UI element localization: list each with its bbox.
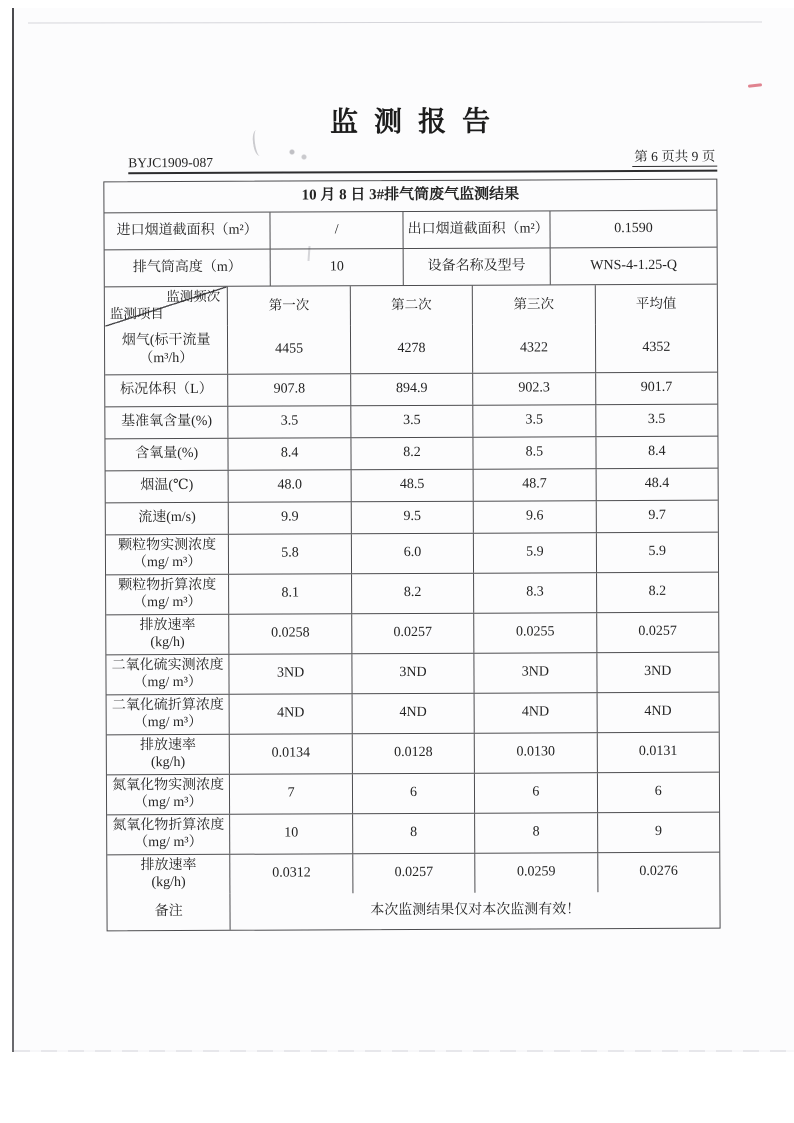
row-value: 9 xyxy=(597,812,720,852)
row-value: 5.8 xyxy=(228,534,351,574)
table-row xyxy=(107,771,719,814)
row-value: 8.5 xyxy=(473,437,596,469)
row-value: 901.7 xyxy=(595,372,718,404)
info-value: / xyxy=(270,212,403,249)
row-value: 8.3 xyxy=(473,573,596,613)
page-number: 第 6 页共 9 页 xyxy=(632,144,717,166)
table-row xyxy=(107,691,719,734)
scan-edge-bottom xyxy=(14,1050,794,1052)
row-value: 8.2 xyxy=(596,572,719,612)
info-value: 10 xyxy=(270,249,403,286)
scan-edge-left xyxy=(12,8,14,1052)
row-value: 4ND xyxy=(351,693,474,733)
page-title: 监测报告 xyxy=(329,106,507,139)
info-label: 进口烟道截面积（m²） xyxy=(116,222,258,239)
row-value: 48.7 xyxy=(473,469,596,501)
header-frequency-label: 监测频次 xyxy=(166,288,221,304)
remark-text: 本次监测结果仅对本次监测有效！ xyxy=(230,891,720,929)
row-value: 9.9 xyxy=(228,502,351,534)
data-rows-container xyxy=(105,323,719,894)
row-value: 6 xyxy=(597,772,720,812)
row-label: 二氧化硫实测浓度 （mg/ m³） xyxy=(111,657,224,691)
row-value: 6.0 xyxy=(351,533,474,573)
row-value: 0.0257 xyxy=(351,613,474,653)
column-header: 第三次 xyxy=(472,285,595,325)
info-value: 0.1590 xyxy=(549,210,716,247)
remark-row xyxy=(107,891,719,930)
row-value: 4352 xyxy=(595,323,718,372)
row-value: 4ND xyxy=(229,694,352,734)
info-value: WNS-4-1.25-Q xyxy=(550,247,717,284)
row-value: 8.1 xyxy=(228,574,351,614)
row-value: 4ND xyxy=(596,692,719,732)
column-header-row xyxy=(105,283,717,326)
report-number: BYJC1909-087 xyxy=(128,154,214,170)
row-value: 0.0255 xyxy=(473,613,596,653)
table-caption: 10 月 8 日 3#排气筒废气监测结果 xyxy=(301,186,520,204)
row-label: 含氧量(%) xyxy=(135,446,199,462)
table-row xyxy=(106,651,718,694)
document-body xyxy=(103,105,721,931)
row-value: 0.0257 xyxy=(596,612,719,652)
row-value: 4322 xyxy=(472,324,595,373)
row-value: 907.8 xyxy=(228,374,351,406)
row-value: 6 xyxy=(352,773,475,813)
row-value: 8 xyxy=(352,813,475,853)
row-label: 流速(m/s) xyxy=(138,510,196,526)
table-row xyxy=(106,571,718,614)
row-value: 4455 xyxy=(227,325,350,374)
row-label: 标况体积（L） xyxy=(120,382,213,398)
row-value: 8.4 xyxy=(228,438,351,470)
row-value: 894.9 xyxy=(350,373,473,405)
row-value: 8.2 xyxy=(350,437,473,469)
row-value: 9.6 xyxy=(473,501,596,533)
row-value: 48.4 xyxy=(595,468,718,500)
remark-label: 备注 xyxy=(154,903,183,919)
diagonal-header-cell xyxy=(105,286,228,326)
column-header: 第一次 xyxy=(227,286,350,326)
row-value: 6 xyxy=(474,773,597,813)
row-label: 颗粒物折算浓度 （mg/ m³） xyxy=(118,577,217,611)
row-label: 烟气(标干流量 （m³/h） xyxy=(121,332,211,366)
row-label: 排放速率 (kg/h) xyxy=(140,857,197,891)
table-row xyxy=(107,811,719,854)
row-label: 氮氧化物实测浓度 （mg/ m³） xyxy=(112,777,225,811)
row-value: 0.0257 xyxy=(352,853,475,893)
table-row xyxy=(105,435,717,470)
row-value: 10 xyxy=(229,814,352,854)
row-value: 4278 xyxy=(350,324,473,373)
column-header: 平均值 xyxy=(594,284,717,324)
table-caption-row xyxy=(104,179,716,212)
table-row xyxy=(107,731,719,774)
row-label: 基准氧含量(%) xyxy=(121,414,213,430)
row-value: 0.0128 xyxy=(352,733,475,773)
column-header: 第二次 xyxy=(350,285,473,325)
row-value: 3.5 xyxy=(472,405,595,437)
row-value: 48.5 xyxy=(350,469,473,501)
row-label: 排放速率 (kg/h) xyxy=(139,737,197,771)
row-value: 3.5 xyxy=(595,404,718,436)
row-value: 5.9 xyxy=(595,532,718,572)
row-value: 9.7 xyxy=(595,500,718,532)
row-value: 8.2 xyxy=(351,573,474,613)
row-label: 颗粒物实测浓度 （mg/ m³） xyxy=(118,537,217,571)
row-value: 0.0130 xyxy=(474,733,597,773)
row-value: 0.0312 xyxy=(230,854,353,894)
row-label: 排放速率 (kg/h) xyxy=(139,617,196,651)
table-row xyxy=(107,851,719,894)
info-row-stack-height xyxy=(105,246,717,286)
table-row xyxy=(105,403,717,438)
row-label: 二氧化硫折算浓度 （mg/ m³） xyxy=(111,697,224,731)
info-label: 设备名称及型号 xyxy=(403,248,550,285)
row-value: 3.5 xyxy=(350,405,473,437)
row-value: 8.4 xyxy=(595,436,718,468)
info-row-duct-area xyxy=(104,209,716,249)
row-value: 3ND xyxy=(474,653,597,693)
row-value: 0.0134 xyxy=(229,734,352,774)
row-value: 5.9 xyxy=(473,533,596,573)
row-value: 902.3 xyxy=(472,373,595,405)
row-value: 7 xyxy=(229,774,352,814)
row-value: 4ND xyxy=(474,693,597,733)
table-row xyxy=(106,467,718,502)
row-value: 0.0131 xyxy=(596,732,719,772)
table-row xyxy=(106,531,718,574)
info-label: 排气筒高度（m） xyxy=(132,259,242,276)
row-value: 3.5 xyxy=(228,406,351,438)
row-value: 0.0276 xyxy=(597,852,720,892)
row-label: 氮氧化物折算浓度 （mg/ m³） xyxy=(112,817,225,851)
info-label: 出口烟道截面积（m²） xyxy=(402,211,549,248)
row-value: 3ND xyxy=(229,654,352,694)
monitoring-results-table xyxy=(103,178,720,931)
row-value: 48.0 xyxy=(228,470,351,502)
row-value: 3ND xyxy=(351,653,474,693)
row-value: 3ND xyxy=(596,652,719,692)
row-value: 9.5 xyxy=(351,501,474,533)
row-label: 烟温(℃) xyxy=(140,478,194,494)
table-row xyxy=(106,611,718,654)
header-item-label: 监测项目 xyxy=(109,305,164,322)
row-value: 0.0258 xyxy=(229,614,352,654)
table-row xyxy=(105,323,717,374)
report-meta-row xyxy=(128,144,717,174)
row-value: 8 xyxy=(474,813,597,853)
table-row xyxy=(105,371,717,406)
row-value: 0.0259 xyxy=(474,853,597,893)
table-row xyxy=(106,499,718,534)
